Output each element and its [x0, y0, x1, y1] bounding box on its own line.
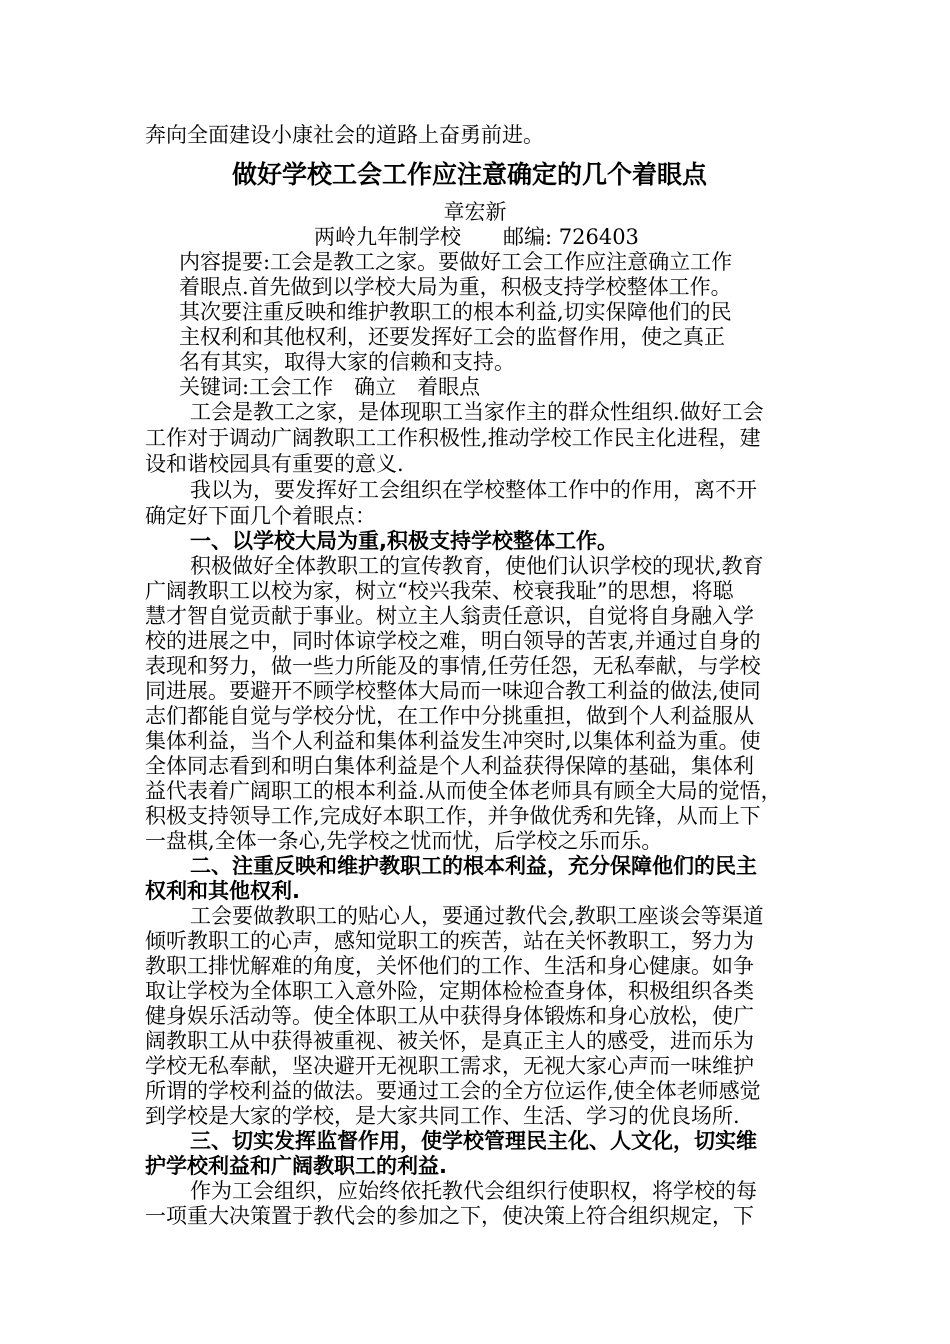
lead-line: 奔向全面建设小康社会的道路上奋勇前进。	[145, 123, 544, 147]
body-line: 志们都能自觉与学校分忧，在工作中分挑重担，做到个人利益服从	[145, 704, 754, 728]
body-line: 工会要做教职工的贴心人，要通过教代会,教职工座谈会等渠道	[190, 904, 764, 928]
section-heading: 护学校利益和广阔教职工的利益.	[145, 1154, 447, 1178]
body-line: 阔教职工从中获得被重视、被关怀，是真正主人的感受，进而乐为	[145, 1029, 754, 1053]
body-line: 确定好下面几个着眼点：	[145, 504, 376, 528]
keywords-line: 关键词:工会工作 确立 着眼点	[179, 375, 481, 399]
section-heading: 三、切实发挥监督作用，使学校管理民主化、人文化，切实维	[190, 1129, 757, 1153]
affiliation-line: 两岭九年制学校 邮编: 726403	[314, 225, 639, 249]
body-line: 学校无私奉献，坚决避开无视职工需求，无视大家心声而一味维护	[145, 1054, 754, 1078]
body-line: 一盘棋,全体一条心,先学校之忧而忧，后学校之乐而乐。	[145, 829, 663, 853]
body-line: 同进展。要避开不顾学校整体大局而一味迎合教工利益的做法,使同	[145, 679, 761, 703]
body-line: 集体利益，当个人利益和集体利益发生冲突时,以集体利益为重。使	[145, 729, 761, 753]
body-line: 设和谐校园具有重要的意义.	[145, 452, 404, 476]
body-line: 到学校是大家的学校，是大家共同工作、生活、学习的优良场所.	[145, 1104, 740, 1128]
section-heading: 二、注重反映和维护教职工的根本利益，充分保障他们的民主	[190, 854, 757, 878]
body-line: 工作对于调动广阔教职工工作积极性,推动学校工作民主化进程，建	[145, 426, 761, 450]
body-line: 所谓的学校利益的做法。要通过工会的全方位运作,使全体老师感觉	[145, 1079, 761, 1103]
body-line: 积极支持领导工作,完成好本职工作，并争做优秀和先锋，从而上下	[145, 804, 761, 828]
article-title: 做好学校工会工作应注意确定的几个着眼点	[232, 160, 708, 189]
section-heading: 一、以学校大局为重,积极支持学校整体工作。	[190, 529, 618, 553]
body-line: 校的进展之中，同时体谅学校之难，明白领导的苦衷,并通过自身的	[145, 629, 761, 653]
body-line: 倾听教职工的心声，感知觉职工的疾苦，站在关怀教职工，努力为	[145, 929, 754, 953]
abstract-line: 内容提要:工会是教工之家。要做好工会工作应注意确立工作	[179, 250, 733, 274]
body-line: 表现和努力，做一些力所能及的事情,任劳任怨，无私奉献，与学校	[145, 654, 761, 678]
body-line: 作为工会组织，应始终依托教代会组织行使职权，将学校的每	[190, 1179, 757, 1203]
section-heading: 权利和其他权利.	[145, 879, 300, 903]
abstract-line: 名有其实，取得大家的信赖和支持。	[179, 350, 515, 374]
abstract-line: 其次要注重反映和维护教职工的根本利益,切实保障他们的民	[179, 300, 732, 324]
body-line: 慧才智自觉贡献于事业。树立主人翁责任意识，自觉将自身融入学	[145, 604, 754, 628]
body-line: 益代表着广阔职工的根本利益.从而使全体老师具有顾全大局的觉悟，	[145, 779, 782, 803]
body-line: 取让学校为全体职工入意外险，定期体检检查身体，积极组织各类	[145, 979, 754, 1003]
body-line: 广阔教职工以校为家，树立“校兴我荣、校衰我耻”的思想，将聪	[145, 579, 734, 603]
author-name: 章宏新	[443, 200, 507, 224]
body-line: 积极做好全体教职工的宣传教育，使他们认识学校的现状,教育	[190, 554, 764, 578]
body-line: 一项重大决策置于教代会的参加之下，使决策上符合组织规定，下	[145, 1204, 754, 1228]
abstract-line: 着眼点.首先做到以学校大局为重，积极支持学校整体工作。	[179, 275, 732, 299]
body-line: 全体同志看到和明白集体利益是个人利益获得保障的基础，集体利	[145, 754, 754, 778]
abstract-line: 主权利和其他权利，还要发挥好工会的监督作用，使之真正	[179, 325, 725, 349]
body-line: 我以为，要发挥好工会组织在学校整体工作中的作用，离不开	[190, 478, 757, 502]
body-line: 教职工排忧解难的角度，关怀他们的工作、生活和身心健康。如争	[145, 954, 754, 978]
body-line: 健身娱乐活动等。使全体职工从中获得身体锻炼和身心放松，使广	[145, 1004, 754, 1028]
body-line: 工会是教工之家，是体现职工当家作主的群众性组织.做好工会	[190, 400, 764, 424]
